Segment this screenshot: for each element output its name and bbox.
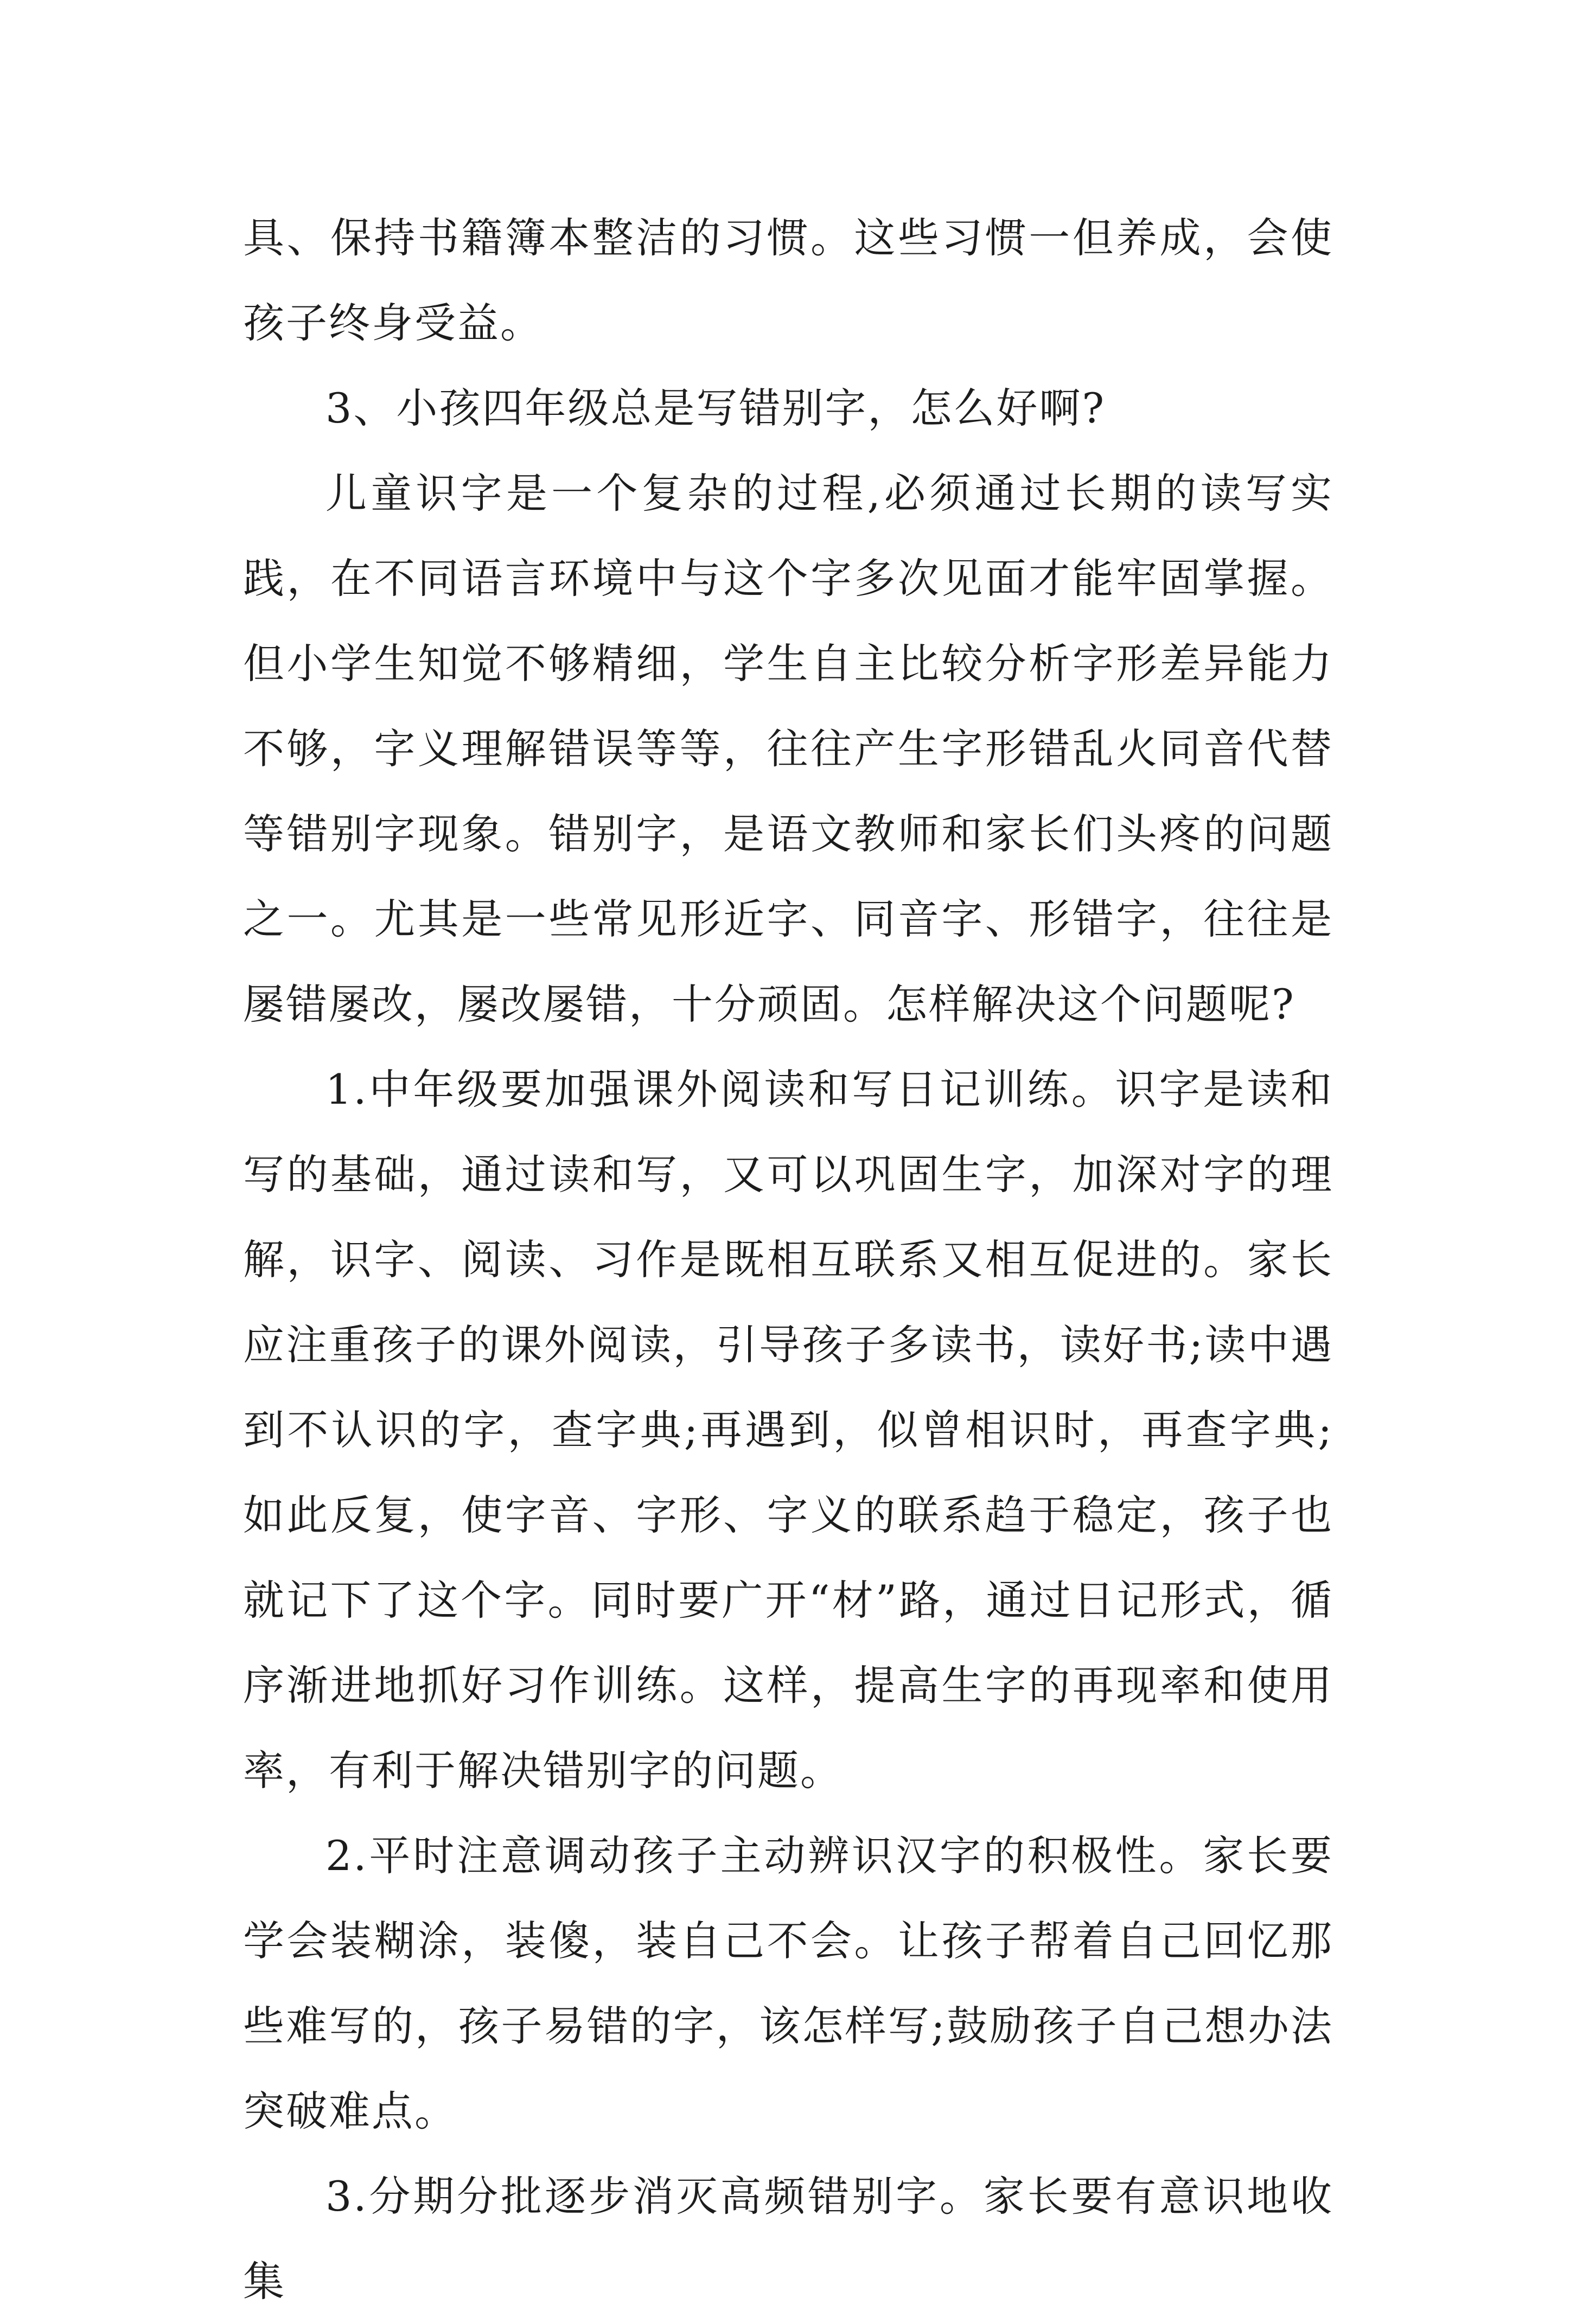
paragraph-intro: 儿童识字是一个复杂的过程,必须通过长期的读写实践，在不同语言环境中与这个字多次见面才能牢固掌握。但小学生知觉不够精细，学生自主比较分析字形差异能力不够，字义理解错误等等，往往产生字形错乱火同音代替等错别字现象。错别字，是语文教师和家长们头疼的问题之一。尤其是一些常见形近字、同音字、形错字，往往是屡错屡改，屡改屡错，十分顽固。怎样解决这个问题呢? xyxy=(243,469,1333,1028)
paragraph-tip-3: 3.分期分批逐步消灭高频错别字。家长要有意识地收集 xyxy=(243,2172,1333,2306)
paragraph-tip-1: 1.中年级要加强课外阅读和写日记训练。识字是读和写的基础，通过读和写，又可以巩固生字，加深对字的理解，识字、阅读、习作是既相互联系又相互促进的。家长应注重孩子的课外阅读，引导孩子多读书，读好书;读中遇到不认识的字，查字典;再遇到，似曾相识时，再查字典;如此反复，使字音、字形、字义的联系趋于稳定，孩子也就记下了这个字。同时要广开“材”路，通过日记形式，循序渐进地抓好习作训练。这样，提高生字的再现率和使用率，有利于解决错别字的问题。 xyxy=(243,1065,1333,1795)
paragraph-continuation: 具、保持书籍簿本整洁的习惯。这些习惯一但养成，会使孩子终身受益。 xyxy=(243,214,1333,347)
paragraph-tip-2: 2.平时注意调动孩子主动辨识汉字的积极性。家长要学会装糊涂，装傻，装自己不会。让孩子帮着自己回忆那些难写的，孩子易错的字，该怎样写;鼓励孩子自己想办法突破难点。 xyxy=(243,1832,1333,2135)
document-body xyxy=(243,195,1333,2324)
section-heading: 3、小孩四年级总是写错别字，怎么好啊? xyxy=(326,384,1106,432)
